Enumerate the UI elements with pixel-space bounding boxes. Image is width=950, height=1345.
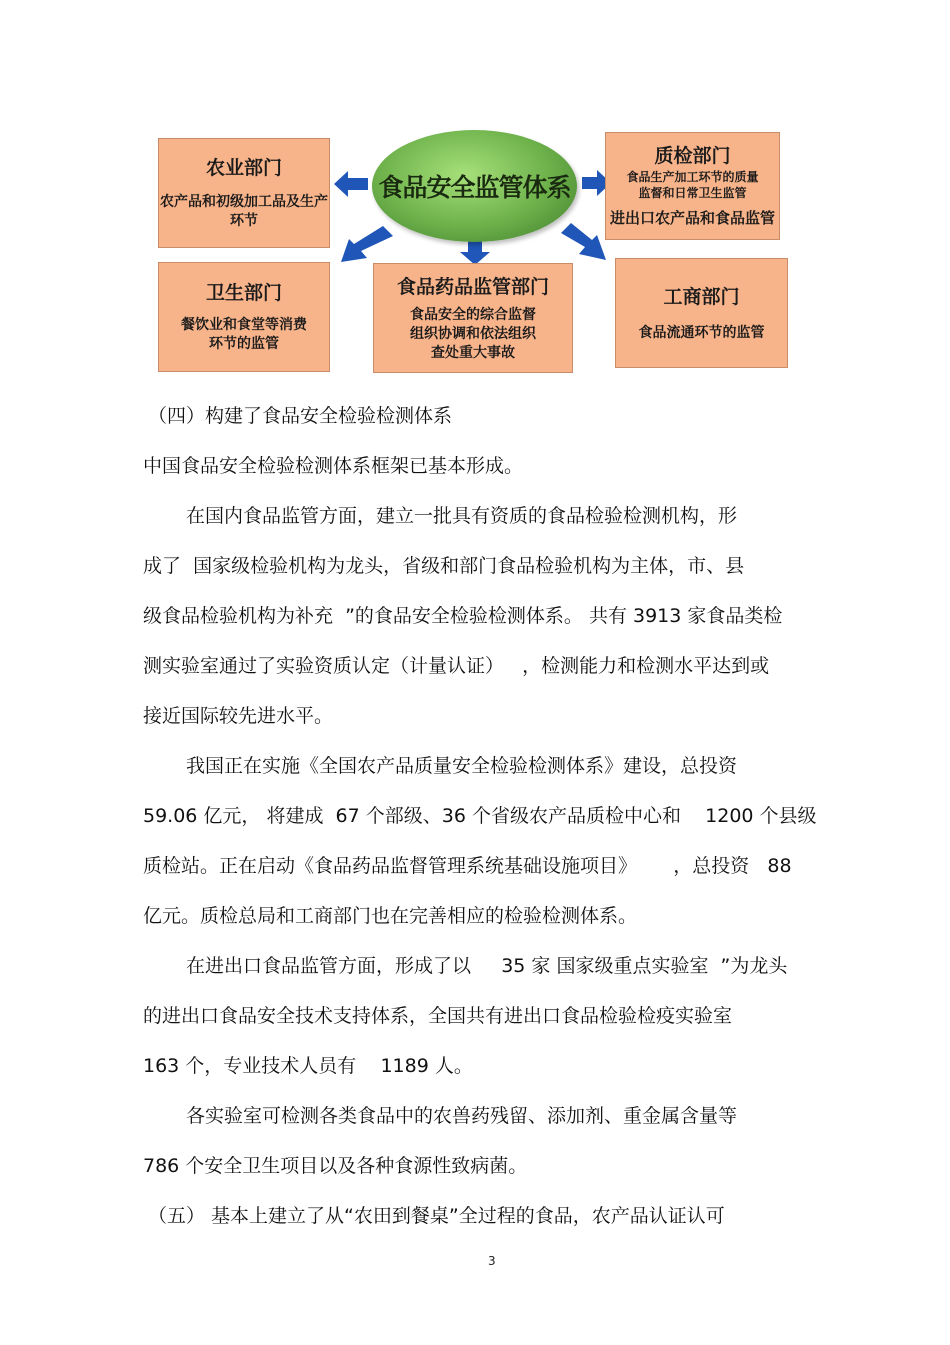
health-dept-title: 卫生部门 [205,282,282,304]
quality-inspection-dept-desc: 食品生产加工环节的质量 监督和日常卫生监管 [626,170,759,200]
quality-inspection-dept-import-export: 进出口农产品和食品监管 [609,209,775,227]
industry-commerce-dept-title: 工商部门 [663,285,740,308]
text-line: 163 个，专业技术人员有 1189 人。 [143,1055,473,1077]
food-drug-dept-desc: 食品安全的综合监督 组织协调和依法组织 查处重大事故 [410,306,536,361]
section-heading-5: （五） 基本上建立了从“农田到餐桌”全过程的食品，农产品认证认可 [148,1205,725,1227]
text-line: 接近国际较先进水平。 [143,705,334,727]
arrow-down-right-icon [561,223,606,260]
arrow-down-left-icon [341,226,393,262]
food-drug-dept-box [373,263,573,373]
text-line: 各实验室可检测各类食品中的农兽药残留、添加剂、重金属含量等 [186,1105,738,1127]
industry-commerce-dept-box [615,258,788,368]
food-safety-system-ellipse [372,130,577,242]
text-line: 质检站。正在启动《食品药品监督管理系统基础设施项目》 ，总投资 88 [143,855,792,877]
arrow-left-icon [334,171,368,197]
text-line: 在进出口食品监管方面，形成了以 35 家 国家级重点实验室 ”为龙头 [186,955,788,977]
text-line: 59.06 亿元， 将建成 67 个部级、36 个省级农产品质检中心和 1200 个县级 [143,805,817,827]
text-line: 786 个安全卫生项目以及各种食源性致病菌。 [143,1155,528,1177]
agriculture-dept-box [158,138,330,248]
food-drug-dept-title: 食品药品监管部门 [396,275,549,298]
food-safety-system-label: 食品安全监管体系 [378,173,571,202]
health-dept-desc: 餐饮业和食堂等消费 环节的监管 [181,317,307,352]
text-line: 成了 国家级检验机构为龙头，省级和部门食品检验机构为主体，市、县 [143,555,745,577]
text-line: 在国内食品监管方面，建立一批具有资质的食品检验检测机构，形 [186,505,738,527]
agriculture-dept-title: 农业部门 [205,157,282,179]
quality-inspection-dept-title: 质检部门 [654,145,731,167]
section-heading-4: （四）构建了食品安全检验检测体系 [148,405,453,427]
industry-commerce-dept-desc: 食品流通环节的监管 [638,324,765,341]
text-line: 级食品检验机构为补充 ”的食品安全检验检测体系。 共有 3913 家食品类检 [143,605,783,627]
food-safety-diagram [0,0,950,390]
text-line: 中国食品安全检验检测体系框架已基本形成。 [143,455,524,477]
text-line: 亿元。质检总局和工商部门也在完善相应的检验检测体系。 [143,905,638,927]
text-line: 的进出口食品安全技术支持体系，全国共有进出口食品检验检疫实验室 [143,1005,733,1027]
quality-inspection-dept-box [605,132,780,240]
text-line: 我国正在实施《全国农产品质量安全检验检测体系》建设，总投资 [186,755,738,777]
agriculture-dept-desc: 农产品和初级加工品及生产环节 [160,194,328,229]
arrow-down-icon [460,241,490,265]
health-dept-box [158,262,330,372]
page-number: 3 [488,1254,496,1268]
text-line: 测实验室通过了实验资质认定（计量认证） ，检测能力和检测水平达到或 [143,655,770,677]
